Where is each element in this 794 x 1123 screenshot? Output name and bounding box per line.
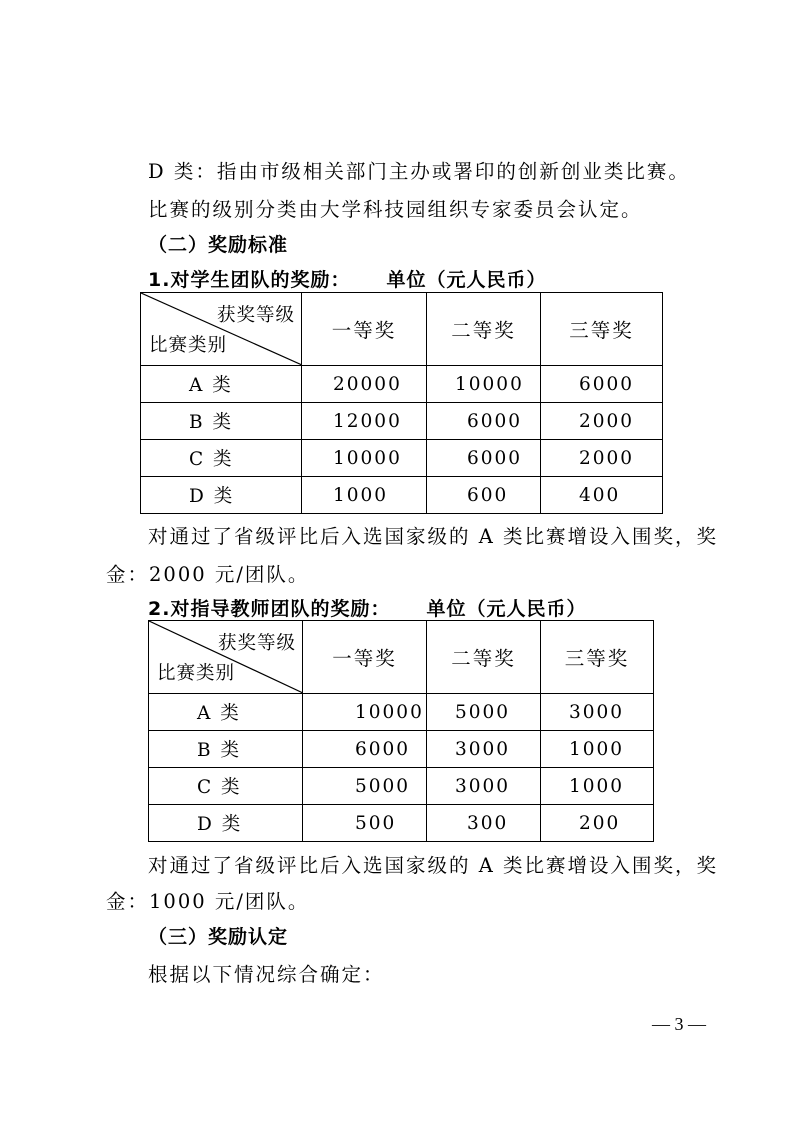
value-cell: 20000 [302, 366, 427, 403]
classification-paragraph: 比赛的级别分类由大学科技园组织专家委员会认定。 [148, 198, 643, 221]
criteria-intro: 根据以下情况综合确定： [148, 963, 385, 986]
value-cell: 6000 [427, 403, 541, 440]
section2-heading: （二）奖励标准 [148, 234, 289, 256]
diag-bottom-label: 比赛类别 [149, 335, 228, 356]
student-table-title [148, 265, 546, 292]
teacher-note-line2: 金：1000 元/团队。 [106, 890, 310, 913]
value-cell: 2000 [541, 403, 663, 440]
diag-bottom-label: 比赛类别 [157, 663, 236, 684]
value-cell: 500 [303, 805, 427, 842]
table-row [149, 731, 654, 768]
student-note-line2: 金：2000 元/团队。 [106, 563, 310, 586]
table-header-row [149, 621, 654, 694]
header-third-prize: 三等奖 [541, 621, 654, 694]
teacher-award-table [148, 620, 654, 842]
value-cell: 10000 [303, 694, 427, 731]
table-row [149, 805, 654, 842]
value-cell: 3000 [541, 694, 654, 731]
table-row [141, 477, 663, 514]
table-row [149, 694, 654, 731]
value-cell: 200 [541, 805, 654, 842]
category-cell: D 类 [141, 477, 302, 514]
d-category-paragraph: D 类：指由市级相关部门主办或署印的创新创业类比赛。 [148, 160, 690, 183]
category-cell: C 类 [141, 440, 302, 477]
value-cell: 1000 [541, 768, 654, 805]
section3-heading: （三）奖励认定 [148, 926, 289, 948]
page-number: — 3 — [652, 1014, 706, 1034]
category-cell: A 类 [149, 694, 303, 731]
value-cell: 600 [427, 477, 541, 514]
teacher-unit-text: 单位（元人民币） [426, 598, 587, 620]
teacher-title-text: 2.对指导教师团队的奖励： [148, 598, 391, 620]
value-cell: 10000 [302, 440, 427, 477]
student-award-table [140, 292, 663, 514]
value-cell: 6000 [427, 440, 541, 477]
value-cell: 1000 [302, 477, 427, 514]
table-row [149, 768, 654, 805]
category-cell: B 类 [149, 731, 303, 768]
value-cell: 1000 [541, 731, 654, 768]
value-cell: 10000 [427, 366, 541, 403]
category-cell: D 类 [149, 805, 303, 842]
value-cell: 5000 [427, 694, 541, 731]
table-row [141, 440, 663, 477]
header-second-prize: 二等奖 [427, 293, 541, 366]
value-cell: 400 [541, 477, 663, 514]
value-cell: 12000 [302, 403, 427, 440]
diagonal-header-cell [141, 293, 302, 366]
table-row [141, 403, 663, 440]
category-cell: C 类 [149, 768, 303, 805]
table-row [141, 366, 663, 403]
header-first-prize: 一等奖 [302, 293, 427, 366]
student-unit-text: 单位（元人民币） [386, 269, 547, 291]
student-title-text: 1.对学生团队的奖励： [148, 269, 351, 291]
teacher-note-line1: 对通过了省级评比后入选国家级的 A 类比赛增设入围奖，奖 [148, 854, 718, 877]
table-header-row [141, 293, 663, 366]
diag-top-label: 获奖等级 [216, 305, 295, 326]
category-cell: B 类 [141, 403, 302, 440]
student-note-line1: 对通过了省级评比后入选国家级的 A 类比赛增设入围奖，奖 [148, 525, 718, 548]
diagonal-header-cell [149, 621, 303, 694]
header-third-prize: 三等奖 [541, 293, 663, 366]
value-cell: 3000 [427, 731, 541, 768]
value-cell: 300 [427, 805, 541, 842]
header-first-prize: 一等奖 [303, 621, 427, 694]
header-second-prize: 二等奖 [427, 621, 541, 694]
value-cell: 6000 [541, 366, 663, 403]
diag-top-label: 获奖等级 [217, 633, 296, 654]
value-cell: 2000 [541, 440, 663, 477]
teacher-table-title [148, 594, 586, 621]
value-cell: 3000 [427, 768, 541, 805]
value-cell: 6000 [303, 731, 427, 768]
value-cell: 5000 [303, 768, 427, 805]
category-cell: A 类 [141, 366, 302, 403]
